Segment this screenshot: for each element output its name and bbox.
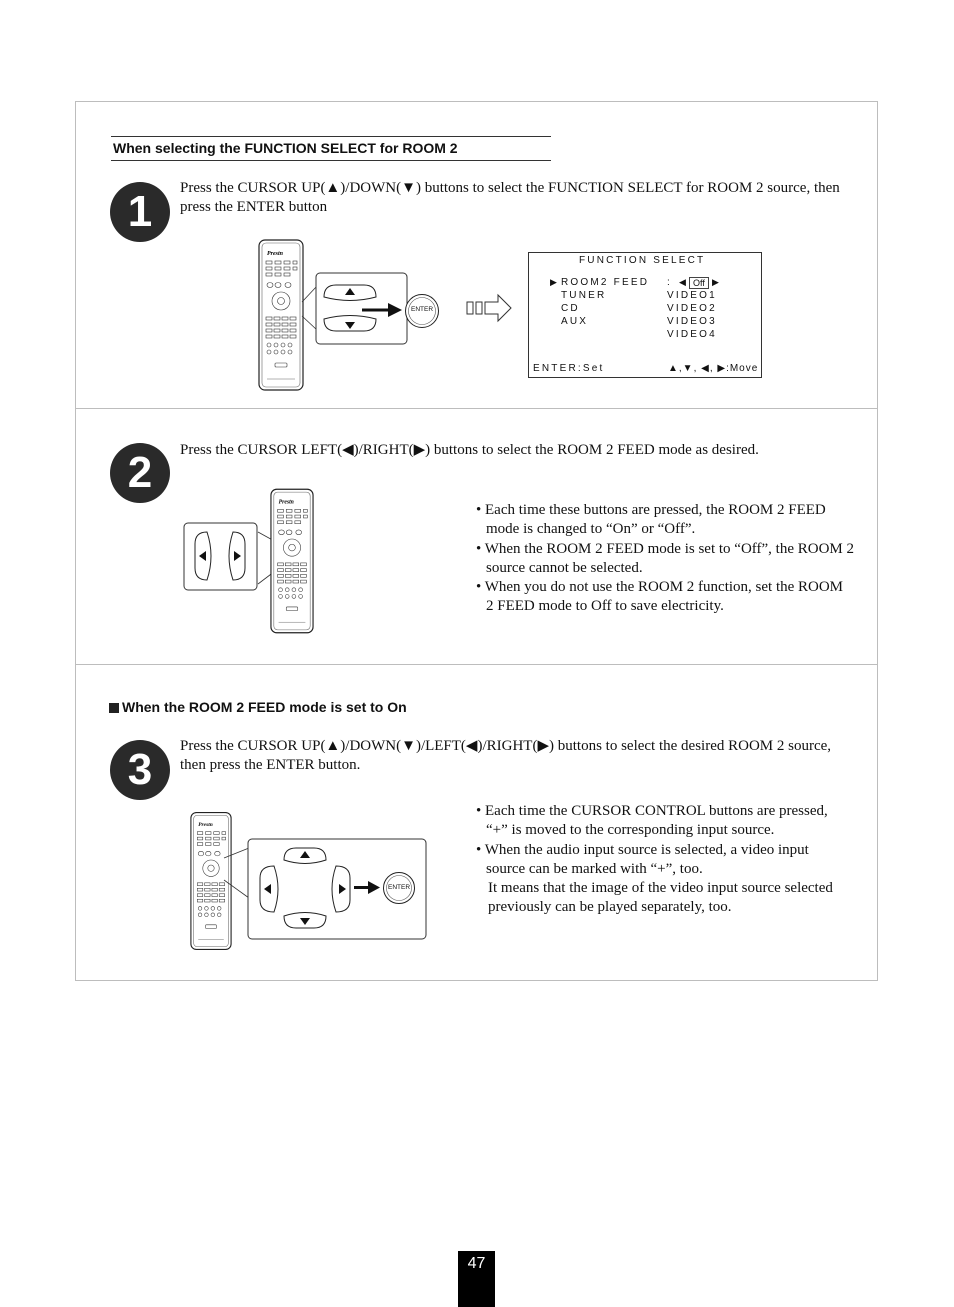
osd-row-label: AUX	[561, 316, 589, 327]
enter-button-label: ENTER	[387, 884, 411, 891]
osd-title: FUNCTION SELECT	[579, 255, 706, 266]
step3-notes	[476, 802, 846, 918]
osd-footer-set: ENTER:Set	[533, 363, 605, 374]
square-bullet-icon	[109, 703, 119, 713]
step-instruction: Press the CURSOR UP(▲)/DOWN(▼)/LEFT(◀)/RIGHT(▶) buttons to select the desired ROOM 2 source, then press the ENTER button.	[180, 738, 832, 773]
step-number: 1	[110, 182, 170, 242]
osd-row-label: CD	[561, 303, 580, 314]
step-number: 3	[110, 740, 170, 800]
osd-footer-move: ▲,▼, ◀, ▶:Move	[668, 363, 759, 374]
osd-row-value: VIDEO2	[667, 303, 717, 314]
note-item: • When the audio input source is selected, a video input source can be marked with “+”, too.	[476, 841, 809, 877]
right-arrow-icon: ▶	[712, 277, 719, 287]
osd-row-separator: :	[667, 277, 672, 288]
left-arrow-icon: ◀	[679, 277, 686, 287]
section-heading-text: When the ROOM 2 FEED mode is set to On	[122, 699, 407, 715]
osd-row-label: ROOM2 FEED	[561, 277, 650, 288]
osd-feed-value: Off	[689, 277, 709, 289]
section-divider	[75, 664, 878, 665]
remote-brand: Prestn	[278, 499, 294, 506]
osd-row-value: VIDEO3	[667, 316, 717, 327]
remote-control-icon	[258, 239, 304, 391]
remote-control-icon	[270, 486, 314, 636]
osd-row-label: TUNER	[561, 290, 607, 301]
section-heading	[109, 698, 407, 716]
note-item: • Each time the CURSOR CONTROL buttons are pressed, “+” is moved to the corresponding input source.	[476, 803, 828, 839]
note-item: • When you do not use the ROOM 2 function, set the ROOM 2 FEED mode to Off to save electricity.	[476, 579, 844, 615]
section-divider	[75, 408, 878, 409]
arrow-right-icon	[362, 303, 402, 317]
remote-brand: Prestn	[198, 822, 213, 829]
osd-cursor-marker: ▶	[550, 277, 560, 287]
step-instruction: Press the CURSOR LEFT(◀)/RIGHT(▶) buttons to select the ROOM 2 FEED mode as desired.	[180, 442, 759, 458]
note-item: • Each time these buttons are pressed, the ROOM 2 FEED mode is changed to “On” or “Off”.	[476, 502, 826, 538]
remote-brand: Prestn	[267, 251, 284, 257]
outline-arrow-icon	[466, 294, 512, 322]
osd-function-select-screen	[528, 252, 762, 378]
osd-row-value: VIDEO1	[667, 290, 717, 301]
arrow-right-icon	[354, 881, 380, 894]
section-heading: When selecting the FUNCTION SELECT for ROOM 2	[111, 136, 551, 161]
step-instruction: Press the CURSOR UP(▲)/DOWN(▼) buttons to select the FUNCTION SELECT for ROOM 2 source, then press the ENTER button	[180, 180, 840, 215]
page-number: 47	[458, 1251, 495, 1307]
enter-button-label: ENTER	[410, 306, 434, 313]
note-item: • When the ROOM 2 FEED mode is set to “Off”, the ROOM 2 source cannot be selected.	[476, 540, 854, 576]
step2-notes	[476, 501, 854, 617]
osd-row-value: VIDEO4	[667, 329, 717, 340]
step-number: 2	[110, 443, 170, 503]
note-continuation: It means that the image of the video input source selected previously can be played separately, too.	[488, 880, 833, 916]
